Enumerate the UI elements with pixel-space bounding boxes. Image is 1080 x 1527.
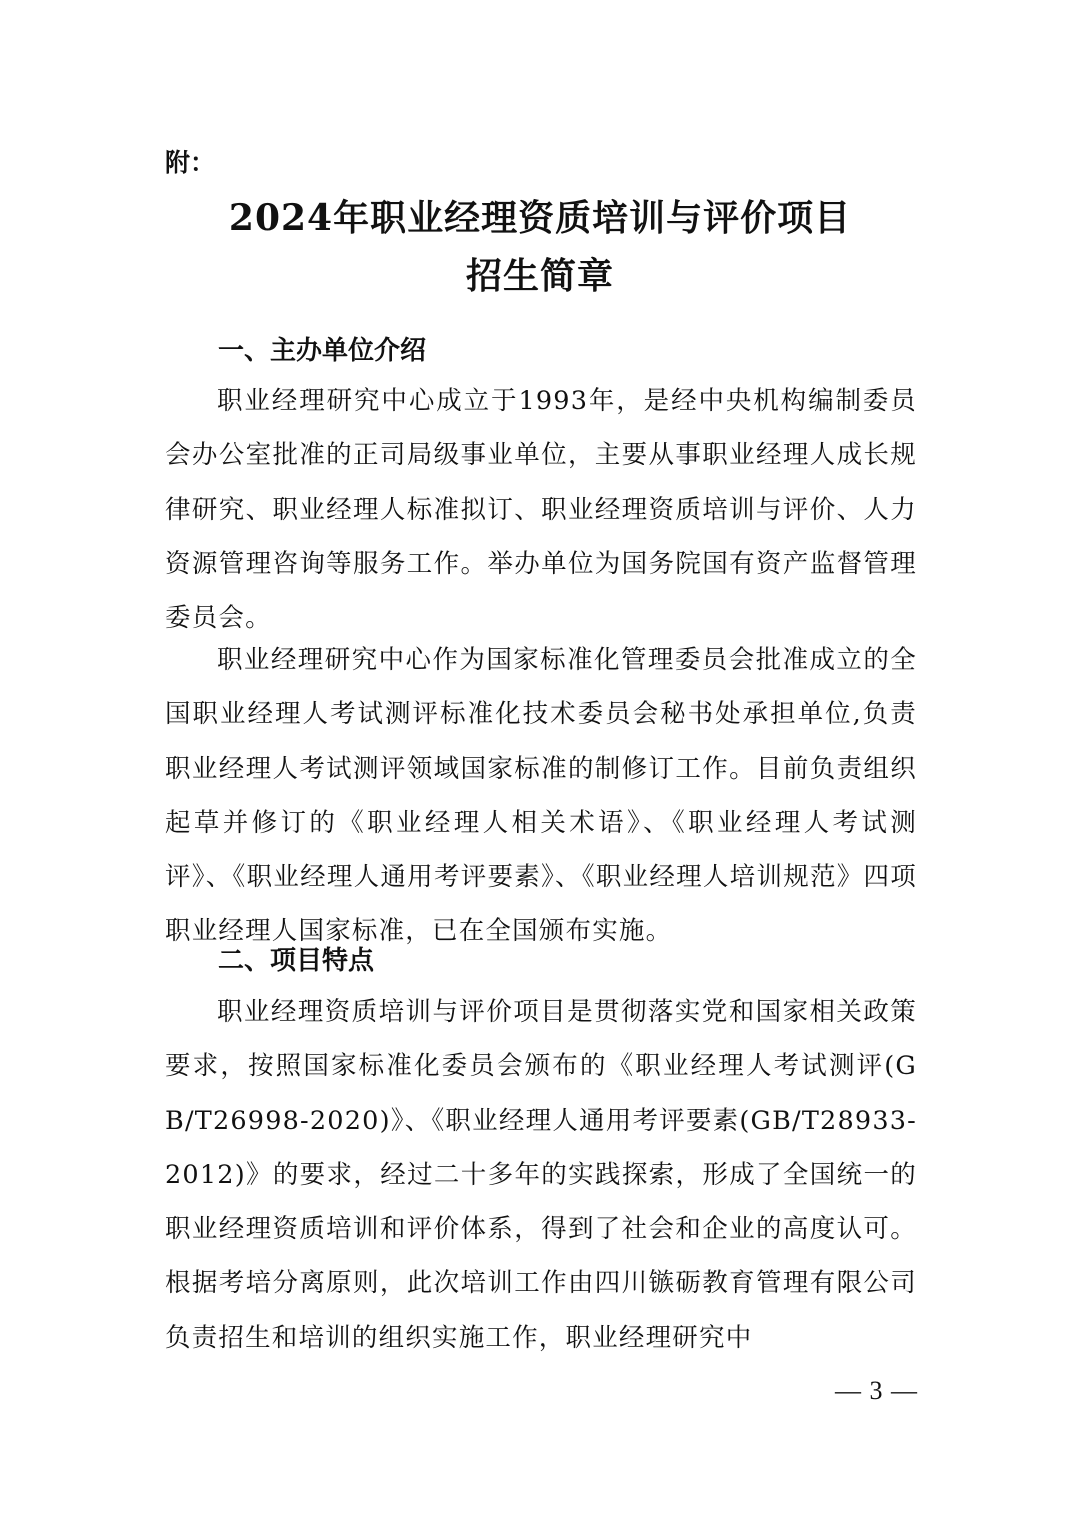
paragraph-standards-committee: 职业经理研究中心作为国家标准化管理委员会批准成立的全国职业经理人考试测评标准化技术委员会秘书处承担单位,负责职业经理人考试测评领域国家标准的制修订工作。目前负责组织起草并修订的《职业经理人相关术语》、《职业经理人考试测评》、《职业经理人通用考评要素》、《职业经理人培训规范》四项职业经理人国家标准，已在全国颁布实施。 [165, 645, 917, 947]
document-title-line-1: 2024年职业经理资质培训与评价项目 [228, 197, 852, 239]
attachment-label: 附： [165, 148, 216, 177]
paragraph-organizer-intro: 职业经理研究中心成立于1993年，是经中央机构编制委员会办公室批准的正司局级事业单位，主要从事职业经理人成长规律研究、职业经理人标准拟订、职业经理资质培训与评价、人力资源管理咨询等服务工作。举办单位为国务院国有资产监督管理委员会。 [165, 386, 917, 634]
page-number: — 3 — [835, 1376, 918, 1405]
section-heading-features: 二、项目特点 [218, 946, 375, 976]
paragraph-project-features: 职业经理资质培训与评价项目是贯彻落实党和国家相关政策要求，按照国家标准化委员会颁布的《职业经理人考试测评(GB/T26998-2020)》、《职业经理人通用考评要素(GB/T28933-2012)》的要求，经过二十多年的实践探索，形成了全国统一的职业经理资质培训和评价体系，得到了社会和企业的高度认可。根据考培分离原则，此次培训工作由四川镞砺教育管理有限公司负责招生和培训的组织实施工作，职业经理研究中 [165, 997, 917, 1353]
document-title-line-2: 招生简章 [465, 255, 614, 297]
section-heading-organizer: 一、主办单位介绍 [218, 336, 427, 366]
